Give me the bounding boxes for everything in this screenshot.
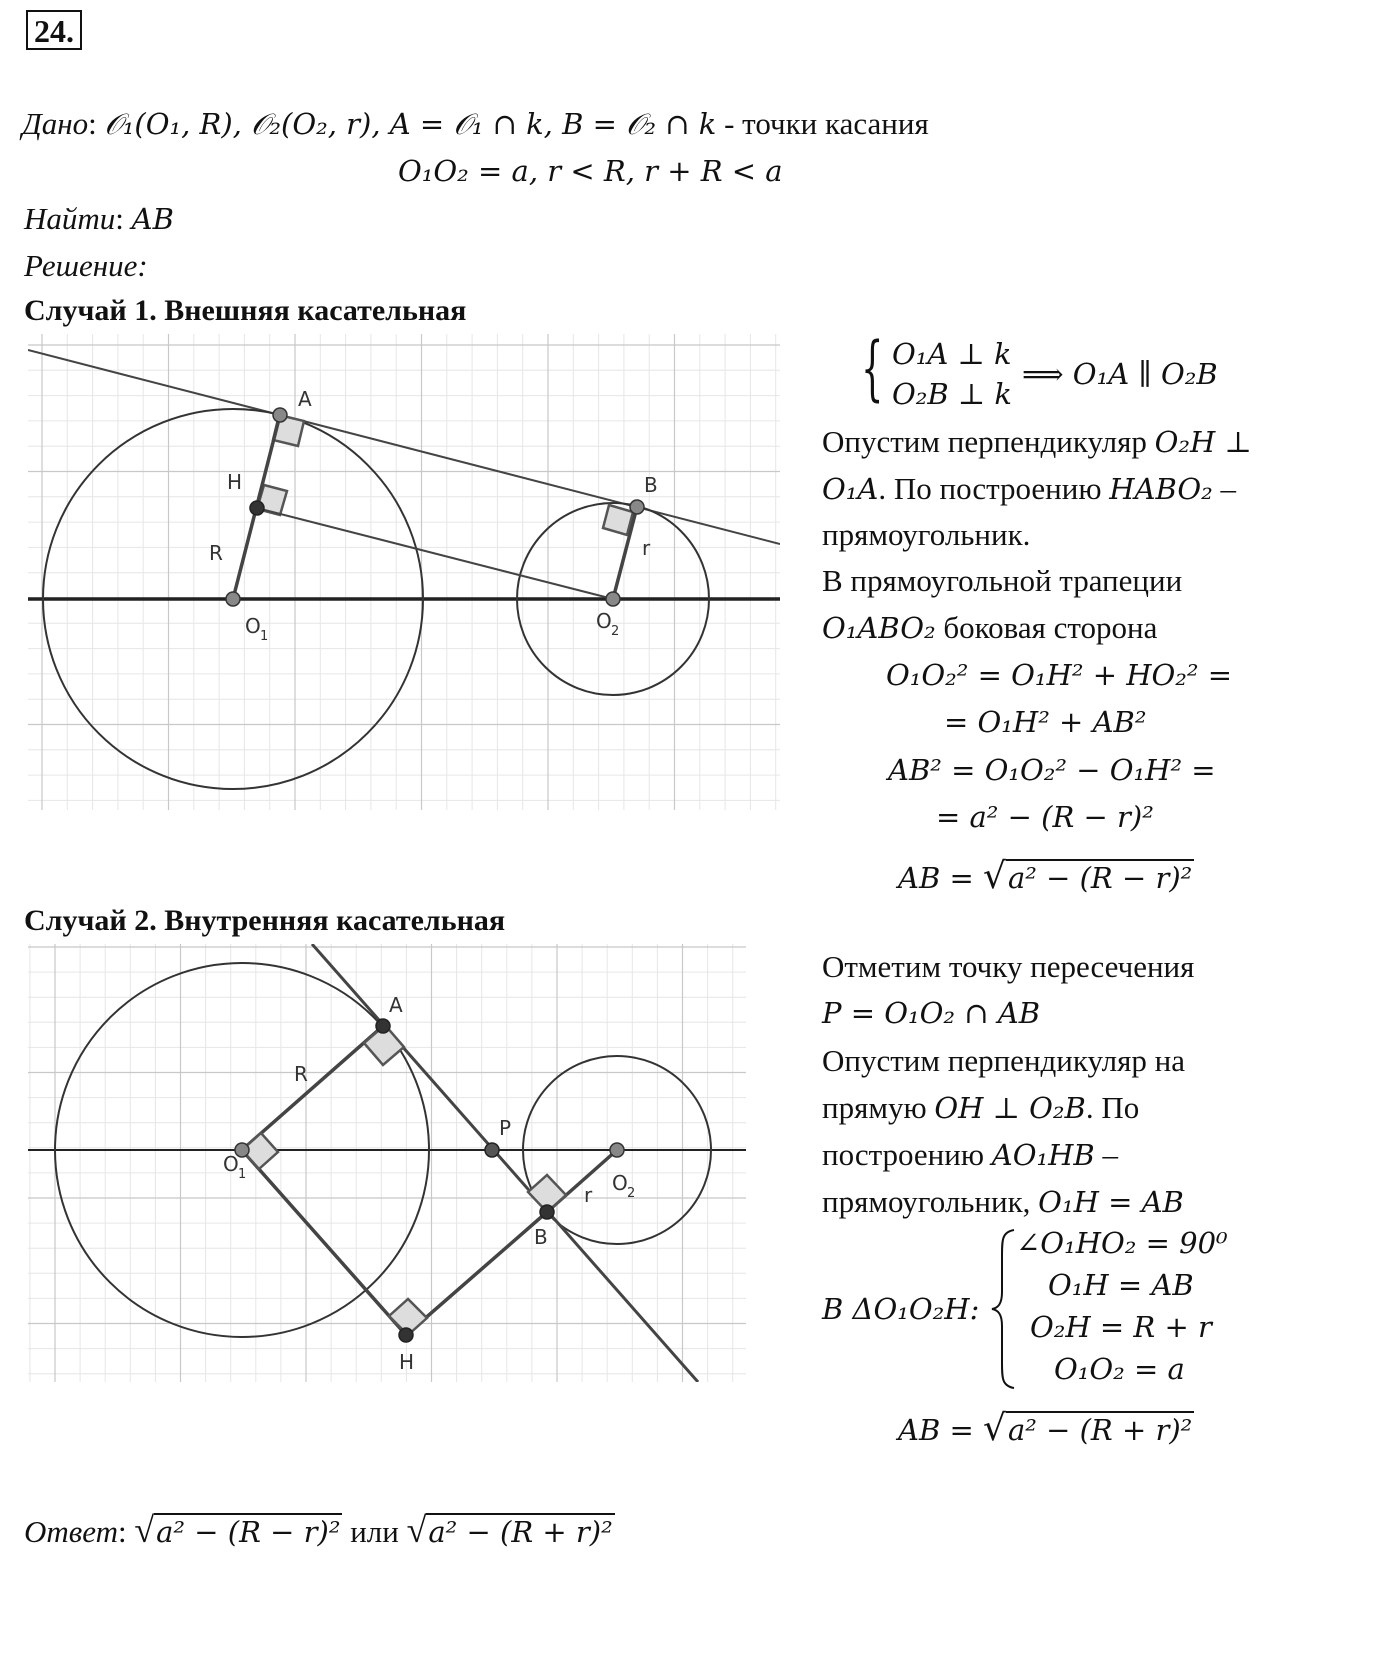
- given-line-2: O₁O₂ = a, r < R, r + R < a: [398, 154, 783, 188]
- case2-eq-left: AB =: [898, 1413, 983, 1447]
- problem-number: 24.: [26, 10, 82, 50]
- case1-label-R: R: [209, 541, 223, 565]
- answer-root-2: a² − (R + r)²: [428, 1515, 613, 1549]
- case2-point-B: [540, 1205, 554, 1219]
- case2-text-6b: O₁H = AB: [1038, 1185, 1184, 1219]
- case2-text-4c: . По: [1085, 1090, 1140, 1125]
- case2-eq: AB = √a² − (R + r)²: [898, 1408, 1193, 1449]
- case2-text-5b: AO₁HB: [991, 1138, 1095, 1172]
- case2-diagram: [28, 944, 746, 1382]
- case2-point-O2: [610, 1143, 624, 1157]
- case1-label-B: B: [644, 473, 658, 497]
- case2-sys-2: O₁H = AB: [1048, 1268, 1194, 1302]
- case2-sys-1: ∠O₁HO₂ = 90⁰: [1016, 1226, 1228, 1260]
- case2-label-H: H: [399, 1350, 415, 1374]
- case1-eq-2: = O₁H² + AB²: [944, 705, 1147, 739]
- given-line-1: Дано: 𝒪₁(O₁, R), 𝒪₂(O₂, r), A = 𝒪₁ ∩ k, B = 𝒪₂ ∩ k - точки касания: [22, 106, 929, 141]
- case1-text-1a: Опустим перпендикуляр: [822, 424, 1155, 459]
- case1-right-angle-B: [603, 505, 633, 535]
- case2-label-O1-sub: 1: [238, 1167, 247, 1182]
- answer-root-1: a² − (R − r)²: [156, 1515, 341, 1549]
- case1-eq-1: O₁O₂² = O₁H² + HO₂² =: [886, 658, 1233, 692]
- case1-point-O1: [226, 592, 240, 606]
- case1-brace: {: [861, 327, 884, 409]
- case2-text-line-4: [822, 1090, 1139, 1126]
- case2-label-B: B: [534, 1225, 548, 1249]
- case2-label-r: r: [584, 1183, 593, 1207]
- case2-label-O2-sub: 2: [627, 1186, 636, 1201]
- case1-text-5b: боковая сторона: [935, 610, 1158, 645]
- case1-point-B: [630, 500, 644, 514]
- case2-label-P: P: [499, 1116, 512, 1140]
- find-label: Найти: [24, 201, 116, 236]
- case2-label-O1: O: [223, 1152, 239, 1176]
- case1-label-O2: O: [596, 609, 612, 633]
- solution-line: Решение:: [24, 248, 148, 283]
- case2-point-P: [485, 1143, 499, 1157]
- case1-system-line-2: O₂B ⊥ k: [892, 377, 1012, 411]
- case1-label-r: r: [642, 536, 651, 560]
- case1-text-line-1: [822, 424, 1252, 460]
- case2-point-H: [399, 1328, 413, 1342]
- case1-system-result: ⟹ O₁A ∥ O₂B: [1022, 357, 1218, 391]
- case2-triangle-prefix: В ΔO₁O₂H:: [822, 1292, 980, 1326]
- case1-eq-5-left: AB =: [898, 861, 983, 895]
- case2-text-line-1: Отметим точку пересечения: [822, 949, 1195, 984]
- case2-text-5a: построению: [822, 1137, 992, 1172]
- given-label: Дано: [22, 106, 89, 141]
- case2-text-line-2: P = O₁O₂ ∩ AB: [822, 996, 1041, 1030]
- case1-diagram: [28, 334, 780, 810]
- case2-sys-3: O₂H = R + r: [1030, 1310, 1212, 1344]
- case2-point-A: [376, 1019, 390, 1033]
- case2-text-5c: –: [1094, 1137, 1118, 1172]
- case1-eq-5: AB = √a² − (R − r)²: [898, 856, 1193, 897]
- case2-text-4b: OH ⊥ O₂B: [934, 1091, 1086, 1125]
- case2-text-line-3: Опустим перпендикуляр на: [822, 1043, 1185, 1078]
- case1-grid: [28, 334, 780, 810]
- case1-label-A: A: [298, 387, 312, 411]
- case1-text-line-5: [822, 610, 1157, 646]
- case2-label-O2: O: [612, 1171, 628, 1195]
- case1-point-H: [250, 501, 264, 515]
- case2-label-R: R: [294, 1062, 308, 1086]
- case1-label-O1: O: [245, 614, 261, 638]
- find-line: Найти: AB: [24, 201, 174, 236]
- case2-label-A: A: [389, 993, 403, 1017]
- case1-eq-3: AB² = O₁O₂² − O₁H² =: [888, 753, 1216, 787]
- case2-text-4a: прямую: [822, 1090, 935, 1125]
- case1-text-2d: –: [1212, 471, 1236, 506]
- case1-text-line-3: прямоугольник.: [822, 517, 1031, 552]
- answer-or: или: [342, 1514, 407, 1549]
- case1-text-2c: HABO₂: [1109, 472, 1213, 506]
- given-text-1: - точки касания: [724, 106, 929, 141]
- case1-label-O2-sub: 2: [611, 624, 620, 639]
- case1-label-O1-sub: 1: [260, 629, 269, 644]
- case1-point-A: [273, 408, 287, 422]
- find-math: AB: [131, 202, 174, 236]
- case1-text-5a: O₁ABO₂: [822, 611, 936, 645]
- case1-title: Случай 1. Внешняя касательная: [24, 294, 467, 327]
- case1-text-2b: . По построению: [878, 471, 1110, 506]
- answer-label: Ответ: [24, 1514, 118, 1549]
- case2-text-6a: прямоугольник,: [822, 1184, 1039, 1219]
- case2-sys-4: O₁O₂ = a: [1054, 1352, 1185, 1386]
- case2-text-line-6: [822, 1184, 1184, 1220]
- case2-text-line-5: [822, 1137, 1118, 1173]
- solution-label: Решение: [24, 248, 138, 283]
- case1-text-2a: O₁A: [822, 472, 879, 506]
- answer-line: Ответ: √a² − (R − r)² или √a² − (R + r)²: [24, 1510, 613, 1550]
- case2-eq-root: a² − (R + r)²: [1007, 1413, 1193, 1447]
- case1-eq-4: = a² − (R − r)²: [936, 800, 1154, 834]
- case2-brace: [990, 1226, 1018, 1392]
- case1-eq-5-root: a² − (R − r)²: [1007, 861, 1193, 895]
- case1-text-line-2: [822, 471, 1236, 507]
- case2-tangent-line: [312, 944, 698, 1382]
- case2-title: Случай 2. Внутренняя касательная: [24, 904, 506, 937]
- case2-system: [990, 1226, 1230, 1392]
- case1-label-H: H: [227, 470, 243, 494]
- case1-system-line-1: O₁A ⊥ k: [892, 337, 1012, 371]
- case1-text-1b: O₂H ⊥: [1154, 425, 1252, 459]
- given-math-1: 𝒪₁(O₁, R), 𝒪₂(O₂, r), A = 𝒪₁ ∩ k, B = 𝒪₂ ∩ k: [104, 107, 717, 141]
- case1-point-O2: [606, 592, 620, 606]
- case1-text-line-4: В прямоугольной трапеции: [822, 563, 1183, 598]
